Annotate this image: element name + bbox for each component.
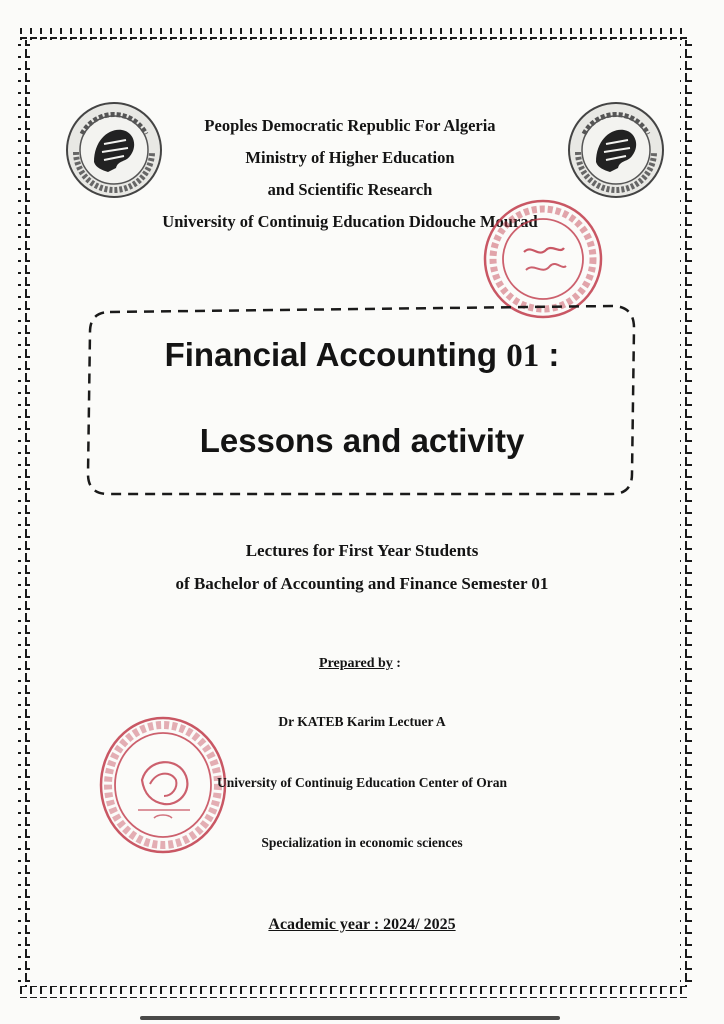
header-ministry-cont: and Scientific Research <box>267 180 433 199</box>
education-center: University of Continuig Education Center of Oran <box>216 775 507 790</box>
prepared-by-label: Prepared by <box>319 656 393 671</box>
official-stamp-top <box>480 196 606 322</box>
title-colon: : <box>548 336 560 373</box>
scan-edge-shadow <box>140 1016 560 1020</box>
audience-line1: Lectures for First Year Students <box>245 541 479 560</box>
academic-year-text: Academic year : 2024/ 2025 <box>268 916 456 933</box>
audience-description <box>80 534 644 600</box>
specialization: Specialization in economic sciences <box>261 835 463 850</box>
document-title-line1 <box>92 336 632 375</box>
header-ministry: Ministry of Higher Education <box>245 148 455 167</box>
header-university: University of Continuig Education Didouche Mourad <box>162 212 538 231</box>
title-number: 01 <box>506 338 540 374</box>
document-title-line2: Lessons and activity <box>199 422 525 459</box>
academic-year <box>150 916 574 934</box>
prepared-by <box>200 656 520 672</box>
author-name: Dr KATEB Karim Lectuer A <box>278 714 446 729</box>
title-text: Financial Accounting <box>164 336 498 373</box>
header-country: Peoples Democratic Republic For Algeria <box>204 116 496 135</box>
prepared-by-colon: : <box>392 656 401 671</box>
audience-line2: of Bachelor of Accounting and Finance Semester 01 <box>175 574 549 593</box>
